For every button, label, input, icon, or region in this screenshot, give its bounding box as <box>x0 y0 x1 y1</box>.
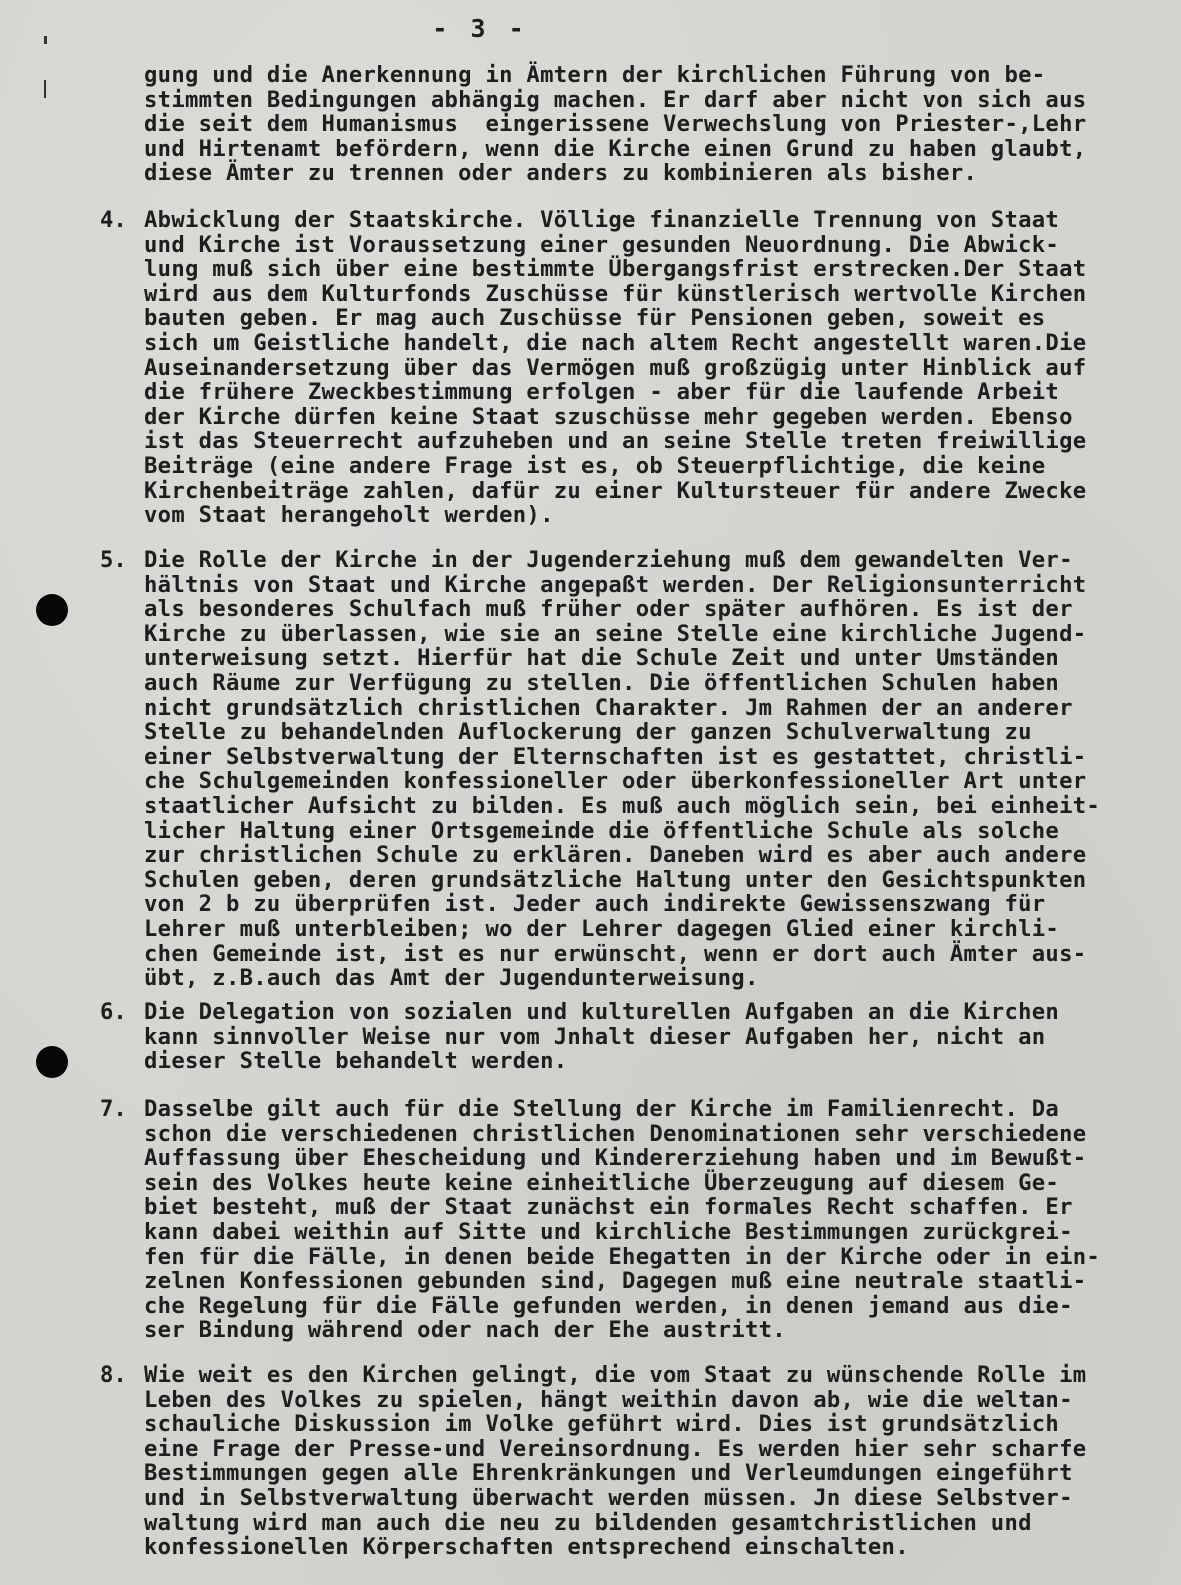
intro-paragraph <box>144 63 1086 186</box>
edge-mark <box>44 36 47 44</box>
paragraph-text: Wie weit es den Kirchen gelingt, die vom Staat zu wünschende Rolle im Leben des Volkes zu spielen, hängt weithin davon ab, wie die weltan- schauliche Diskussion im Volke geführt wird. Dies ist grundsätzlich eine Frage der Presse-und Vereinsordnung. Es werden hier sehr scharfe Bestimmungen gegen alle Ehrenkränkungen und Verleumdungen eingeführt und in Selbstverwaltung überwacht werden müssen. Jn diese Selbstver- waltung wird man auch die neu zu bildenden gesamtchristlichen und konfessionellen Körperschaften entsprechend einschalten. <box>144 1362 1087 1561</box>
paragraph-text: Dasselbe gilt auch für die Stellung der Kirche im Familienrecht. Da schon die verschiedenen christlichen Denominationen sehr verschiedene Auffassung über Ehescheidung und Kindererziehung haben und im Bewußt- sein des Volkes heute keine einheitliche Überzeugung auf diesem Ge- biet besteht, muß der Staat zunächst ein formales Recht schaffen. Er kann dabei weithin auf Sitte und kirchliche Bestimmungen zurückgrei- fen für die Fälle, in denen beide Ehegatten in der Kirche oder in ein- zelnen Konfessionen gebunden sind, Dagegen muß eine neutrale staatli- che Regelung für die Fälle gefunden werden, in denen jemand aus die- ser Bindung während oder nach der Ehe austritt. <box>144 1096 1101 1344</box>
list-item-6 <box>100 1000 1059 1074</box>
paragraph-text: gung und die Anerkennung in Ämtern der kirchlichen Führung von be- stimmten Bedingungen abhängig machen. Er darf aber nicht von sich aus die seit dem Humanismus eingerissene Verwechslung von Priester-,Lehr und Hirtenamt befördern, wenn die Kirche einen Grund zu haben glaubt, diese Ämter zu trennen oder anders zu kombinieren als bisher. <box>144 62 1087 187</box>
item-number: 6. <box>100 999 127 1025</box>
item-number: 7. <box>100 1096 127 1122</box>
list-item-5 <box>100 548 1100 991</box>
paragraph-text: Die Delegation von sozialen und kulturellen Aufgaben an die Kirchen kann sinnvoller Weise nur vom Jnhalt dieser Aufgaben her, nicht an dieser Stelle behandelt werden. <box>144 999 1060 1075</box>
paragraph-text: Die Rolle der Kirche in der Jugenderziehung muß dem gewandelten Ver- hältnis von Staat und Kirche angepaßt werden. Der Religionsunterricht als besonderes Schulfach muß früher oder später aufhören. Es ist der Kirche zu überlassen, wie sie an seine Stelle eine kirchliche Jugend- unterweisung setzt. Hierfür hat die Schule Zeit und unter Umständen auch Räume zur Verfügung zu stellen. Die öffentlichen Schulen haben nicht grundsätzlich christlichen Charakter. Jm Rahmen der an anderer Stelle zu behandelnden Auflockerung der ganzen Schulverwaltung zu einer Selbstverwaltung der Elternschaften ist es gestattet, christli- che Schulgemeinden konfessioneller oder überkonfessioneller Art unter staatlicher Aufsicht zu bilden. Es muß auch möglich sein, bei einheit- licher Haltung einer Ortsgemeinde die öffentliche Schule als solche zur christlichen Schule zu erklären. Daneben wird es aber auch andere Schulen geben, deren grundsätzliche Haltung unter den Gesichtspunkten von 2 b zu überprüfen ist. Jeder auch indirekte Gewissenszwang für Lehrer muß unterbleiben; wo der Lehrer dagegen Glied einer kirchli- chen Gemeinde ist, ist es nur erwünscht, wenn er dort auch Ämter aus- übt, z.B.auch das Amt der Jugendunterweisung. <box>144 547 1101 992</box>
page-number: - 3 - <box>432 14 528 43</box>
list-item-4 <box>100 208 1086 528</box>
list-item-8 <box>100 1363 1086 1560</box>
item-number: 4. <box>100 207 127 233</box>
item-number: 8. <box>100 1362 127 1388</box>
item-number: 5. <box>100 547 127 573</box>
punch-hole <box>36 594 68 626</box>
edge-mark <box>44 80 46 98</box>
punch-hole <box>36 1046 68 1078</box>
paragraph-text: Abwicklung der Staatskirche. Völlige finanzielle Trennung von Staat und Kirche ist Voraussetzung einer gesunden Neuordnung. Die Abwick- lung muß sich über eine bestimmte Übergangsfrist erstrecken.Der Staat wird aus dem Kulturfonds Zuschüsse für künstlerisch wertvolle Kirchen bauten geben. Er mag auch Zuschüsse für Pensionen geben, soweit es sich um Geistliche handelt, die nach altem Recht angestellt waren.Die Auseinandersetzung über das Vermögen muß großzügig unter Hinblick auf die frühere Zweckbestimmung erfolgen - aber für die laufende Arbeit der Kirche dürfen keine Staat szuschüsse mehr gegeben werden. Ebenso ist das Steuerrecht aufzuheben und an seine Stelle treten freiwillige Beiträge (eine andere Frage ist es, ob Steuerpflichtige, die keine Kirchenbeiträge zahlen, dafür zu einer Kultursteuer für andere Zwecke vom Staat herangeholt werden). <box>144 207 1087 529</box>
list-item-7 <box>100 1097 1100 1343</box>
